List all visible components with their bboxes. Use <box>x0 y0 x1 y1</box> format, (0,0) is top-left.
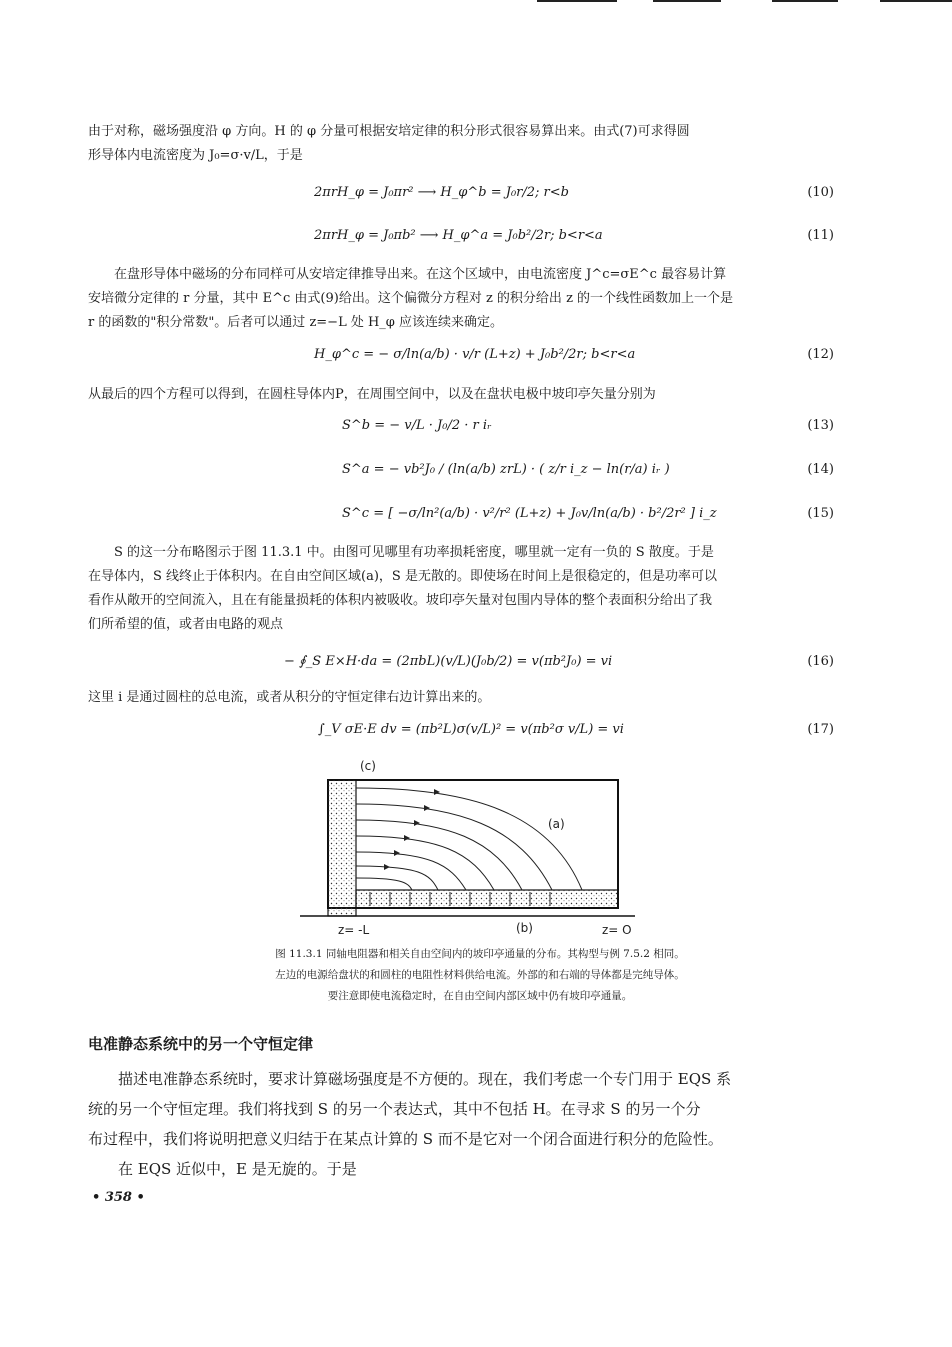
paragraph-line: 由于对称，磁场强度沿 φ 方向。H 的 φ 分量可根据安培定律的积分形式很容易算出来。由式(7)可求得圆 <box>88 124 690 139</box>
paragraph-line: 形导体内电流密度为 J₀=σ·v/L，于是 <box>88 148 303 163</box>
flux-line <box>356 804 552 890</box>
equation-14: S^a = − vb²J₀ / (ln(a/b) zrL) · ( z/r i_z − ln(r/a) iᵣ ) <box>342 462 670 477</box>
equation-number: (15) <box>807 506 834 521</box>
paragraph-5 <box>88 686 840 710</box>
paragraph-1 <box>88 120 840 168</box>
equation-11: 2πrH_φ = J₀πb² ⟶ H_φ^a = J₀b²/2r; b<r<a <box>314 228 603 243</box>
equation-number: (10) <box>807 185 834 200</box>
poynting-flux-lines <box>356 788 582 890</box>
paragraph-3 <box>88 383 840 407</box>
top-rule-4 <box>880 0 952 2</box>
flux-line <box>356 820 522 890</box>
arrowhead <box>424 805 430 811</box>
equation-13: S^b = − v/L · J₀/2 · r iᵣ <box>342 418 492 433</box>
equation-10: 2πrH_φ = J₀πr² ⟶ H_φ^b = J₀r/2; r<b <box>314 185 569 200</box>
paragraph-line: r 的函数的"积分常数"。后者可以通过 z=−L 处 H_φ 应该连续来确定。 <box>88 315 504 330</box>
figure-label-z-zero: z= O <box>602 923 632 937</box>
paragraph-line: 从最后的四个方程可以得到，在圆柱导体内P，在周围空间中，以及在盘状电极中坡印亭矢量分别为 <box>88 387 656 402</box>
arrowhead <box>404 835 410 841</box>
paragraph-line: 看作从敞开的空间流入，且在有能量损耗的体积内被吸收。坡印亭矢量对包围内导体的整个表面积分给出了我 <box>88 593 713 608</box>
caption-line: 左边的电源给盘状的和圆柱的电阻性材料供给电流。外部的和右端的导体都是完纯导体。 <box>275 969 685 981</box>
flux-line <box>356 836 494 890</box>
section-title: 电准静态系统中的另一个守恒定律 <box>88 1035 314 1053</box>
equation-number: (12) <box>807 347 834 362</box>
paragraph-line: 这里 i 是通过圆柱的总电流，或者从积分的守恒定律右边计算出来的。 <box>88 690 491 705</box>
equation-number: (16) <box>807 654 834 669</box>
section-body <box>88 1064 840 1184</box>
paragraph-line: 们所希望的值，或者由电路的观点 <box>88 617 284 632</box>
body-line: 布过程中，我们将说明把意义归结于在某点计算的 S 而不是它对一个闭合面进行积分的危险性。 <box>88 1130 723 1148</box>
paragraph-line: 在导体内，S 线终止于体积内。在自由空间区域(a)，S 是无散的。即使场在时间上是很稳定的，但是功率可以 <box>88 569 717 584</box>
equation-16: − ∮_S E×H·da = (2πbL)(v/L)(J₀b/2) = v(πb²J₀) = vi <box>284 654 613 669</box>
equation-15: S^c = [ −σ/ln²(a/b) · v²/r² (L+z) + J₀v/ln(a/b) · b²/2r² ] i_z <box>342 506 717 521</box>
top-rule-1 <box>537 0 617 2</box>
paragraph-line: S 的这一分布略图示于图 11.3.1 中。由图可见哪里有功率损耗密度，哪里就一定有一负的 S 散度。于是 <box>114 545 714 560</box>
caption-line: 图 11.3.1 同轴电阻器和相关自由空间内的坡印亭通量的分布。其构型与例 7.5.2 相同。 <box>275 948 685 960</box>
flux-line <box>356 878 412 890</box>
figure-label-b: (b) <box>516 921 533 935</box>
figure-caption <box>160 944 800 1007</box>
equation-number: (13) <box>807 418 834 433</box>
figure-poynting-flux <box>290 752 650 938</box>
flux-arrows <box>384 789 440 870</box>
caption-line: 要注意即使电流稳定时，在自由空间内部区域中仍有坡印亭通量。 <box>327 990 633 1002</box>
outer-conductor <box>328 780 618 908</box>
equation-number: (17) <box>807 722 834 737</box>
paragraph-line: 在盘形导体中磁场的分布同样可从安培定律推导出来。在这个区域中，由电流密度 J^c=σE^c 最容易计算 <box>114 267 727 282</box>
paragraph-4 <box>88 541 840 637</box>
equation-number: (11) <box>807 228 834 243</box>
top-rule-3 <box>772 0 838 2</box>
paragraph-2 <box>88 263 840 335</box>
figure-label-z-minus-l: z= -L <box>338 923 370 937</box>
flux-line <box>356 852 466 890</box>
paragraph-line: 安培微分定律的 r 分量，其中 E^c 由式(9)给出。这个偏微分方程对 z 的积分给出 z 的一个线性函数加上一个是 <box>88 291 734 306</box>
arrowhead <box>394 850 400 856</box>
arrowhead <box>414 820 420 826</box>
equation-number: (14) <box>807 462 834 477</box>
figure-label-a: (a) <box>548 817 565 831</box>
body-line: 统的另一个守恒定理。我们将找到 S 的另一个表达式，其中不包括 H。在寻求 S 的另一个分 <box>88 1100 701 1118</box>
body-line: 在 EQS 近似中，E 是无旋的。于是 <box>118 1160 357 1178</box>
cylinder-resistor <box>356 890 618 908</box>
disk-resistor <box>328 780 356 916</box>
arrowhead <box>384 864 390 870</box>
page-number: • 358 • <box>92 1190 145 1205</box>
top-rule-2 <box>653 0 721 2</box>
figure-label-c: (c) <box>360 759 376 773</box>
body-line: 描述电准静态系统时，要求计算磁场强度是不方便的。现在，我们考虑一个专门用于 EQS 系 <box>118 1070 732 1088</box>
equation-17: ∫_V σE·E dv = (πb²L)σ(v/L)² = v(πb²σ v/L) = vi <box>318 722 624 737</box>
equation-12: H_φ^c = − σ/ln(a/b) · v/r (L+z) + J₀b²/2r; b<r<a <box>314 347 636 362</box>
